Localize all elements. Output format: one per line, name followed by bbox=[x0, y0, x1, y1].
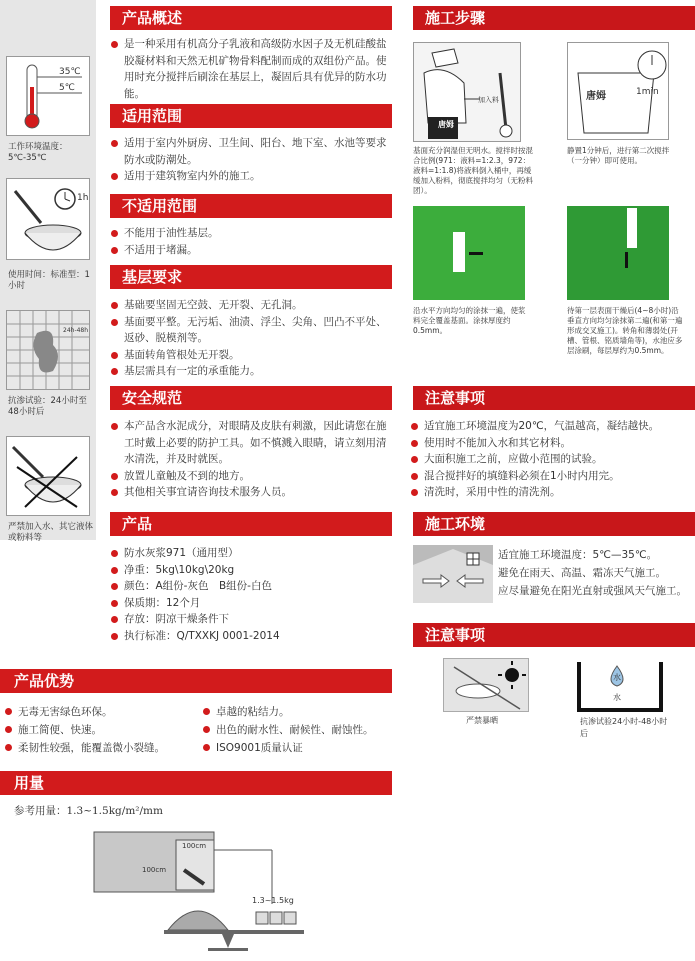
section-title-usage: 用量 bbox=[0, 771, 392, 795]
section-title-notes2: 注意事项 bbox=[410, 623, 695, 647]
tile-test-icon bbox=[6, 310, 90, 390]
no-sun-image bbox=[443, 658, 529, 712]
usage-square-h: 100cm bbox=[142, 866, 167, 874]
step1-mixing-image bbox=[413, 42, 521, 142]
base-list bbox=[110, 297, 395, 380]
forbid-caption: 严禁加入水、其它液体或粉料等 bbox=[8, 522, 94, 543]
list-item: 不适用于堵漏。 bbox=[110, 242, 395, 259]
scope-list bbox=[110, 135, 395, 185]
not-scope-list bbox=[110, 225, 395, 258]
list-item: 清洗时，采用中性的清洗剂。 bbox=[410, 484, 695, 501]
time-icon-label: 1h bbox=[77, 193, 89, 203]
list-item: 放置儿童触及不到的地方。 bbox=[110, 468, 395, 485]
step4-coating-image bbox=[567, 206, 669, 300]
section-title-environment: 施工环境 bbox=[410, 512, 695, 536]
product-list bbox=[110, 545, 395, 644]
section-title-not-scope: 不适用范围 bbox=[110, 194, 392, 218]
water-test-image bbox=[575, 658, 665, 714]
list-item: 存放：阴凉干燥条件下 bbox=[110, 611, 395, 628]
section-title-steps: 施工步骤 bbox=[410, 6, 695, 30]
water-test-caption: 抗渗试验24小时-48小时后 bbox=[580, 717, 668, 738]
list-item: 无毒无害绿色环保。 bbox=[4, 703, 194, 721]
usage-square-w: 100cm bbox=[182, 842, 207, 850]
test-icon-label: 24h-48h bbox=[63, 327, 89, 334]
usage-text: 参考用量：1.3~1.5kg/m²/mm bbox=[14, 805, 163, 817]
list-item: 混合搅拌好的填缝料必须在1小时内用完。 bbox=[410, 468, 695, 485]
list-item: 施工简便、快速。 bbox=[4, 721, 194, 739]
timer-bowl-icon bbox=[6, 178, 90, 260]
advantages-right bbox=[202, 703, 397, 757]
list-item: 基础要坚固无空鼓、无开裂、无孔洞。 bbox=[110, 297, 395, 314]
environment-image bbox=[413, 545, 493, 603]
section-title-advantages: 产品优势 bbox=[0, 669, 392, 693]
section-title-safety: 安全规范 bbox=[110, 386, 392, 410]
step2-timer: 1min bbox=[636, 87, 659, 97]
temp-high: 35℃ bbox=[59, 67, 81, 77]
step1-add-label: 加入料 bbox=[478, 96, 499, 104]
environment-line: 避免在雨天、高温、霜冻天气施工。 bbox=[498, 567, 666, 579]
list-item: 颜色：A组份-灰色 B组份-白色 bbox=[110, 578, 395, 595]
environment-line: 适宜施工环境温度：5℃—35℃。 bbox=[498, 549, 658, 561]
list-item: 其他相关事宜请咨询技术服务人员。 bbox=[110, 484, 395, 501]
list-item: 本产品含水泥成分，对眼睛及皮肤有刺激，因此请您在施工时戴上必要的防护工具。如不慎溅入眼睛，请立刻用清水清洗，并及时就医。 bbox=[110, 418, 395, 468]
list-item: 防水灰浆971（通用型） bbox=[110, 545, 395, 562]
list-item: 适宜施工环境温度为20℃，气温越高，凝结越快。 bbox=[410, 418, 695, 435]
no-water-icon bbox=[6, 436, 90, 516]
step2-bucket-image bbox=[567, 42, 669, 140]
usage-diagram bbox=[92, 830, 392, 960]
step2-caption: 静置1分钟后，进行第二次搅拌（一分钟）即可使用。 bbox=[567, 146, 670, 165]
usage-weight: 1.3~1.5kg bbox=[252, 896, 294, 905]
list-item: 执行标准：Q/TXXKJ 0001-2014 bbox=[110, 628, 395, 645]
test-caption: 抗渗试验：24小时至48小时后 bbox=[8, 396, 87, 417]
section-title-product: 产品 bbox=[110, 512, 392, 536]
overview-list bbox=[110, 36, 395, 102]
section-title-base: 基层要求 bbox=[110, 265, 392, 289]
step1-brand: 唐姆 bbox=[438, 120, 454, 129]
step4-caption: 待第一层表面干燥后(4~8小时)沿垂直方向均匀涂抹第二遍(和第一遍形成交叉施工)。转角和薄弱处(开槽、管根、铭质墙角等)，水池应多层涂刷，每层厚约为0.5mm。 bbox=[567, 306, 683, 355]
step1-caption: 基面充分润湿但无明水。搅拌时按混合比例(971：液料=1:2.3，972：液料=1:1.8)将液料倒入桶中，再缓缓加入粉料，彻底搅拌均匀（无粉料团）。 bbox=[413, 146, 533, 195]
list-item: 基层需具有一定的承重能力。 bbox=[110, 363, 395, 380]
water-drop-label: 水 bbox=[613, 673, 621, 682]
list-item: 净重：5kg\10kg\20kg bbox=[110, 562, 395, 579]
step3-caption: 沿水平方向均匀的涂抹一遍，使浆料完全覆盖基面。涂抹厚度约0.5mm。 bbox=[413, 306, 526, 335]
no-sun-caption: 严禁暴晒 bbox=[466, 716, 498, 725]
list-item: ISO9001质量认证 bbox=[202, 739, 397, 757]
step2-brand: 唐姆 bbox=[586, 91, 606, 102]
section-title-notes1: 注意事项 bbox=[410, 386, 695, 410]
safety-list bbox=[110, 418, 395, 501]
thermometer-icon bbox=[6, 56, 90, 136]
list-item: 柔韧性较强，能覆盖微小裂缝。 bbox=[4, 739, 194, 757]
environment-line: 应尽量避免在阳光直射或强风天气施工。 bbox=[498, 585, 687, 597]
list-item: 出色的耐水性、耐候性、耐蚀性。 bbox=[202, 721, 397, 739]
section-title-overview: 产品概述 bbox=[110, 6, 392, 30]
advantages-left bbox=[4, 703, 194, 757]
list-item: 大面积施工之前，应做小范围的试验。 bbox=[410, 451, 695, 468]
section-title-scope: 适用范围 bbox=[110, 104, 392, 128]
list-item: 卓越的粘结力。 bbox=[202, 703, 397, 721]
list-item: 保质期：12个月 bbox=[110, 595, 395, 612]
list-item: 适用于室内外厨房、卫生间、阳台、地下室、水池等要求防水或防潮处。 bbox=[110, 135, 395, 168]
list-item: 不能用于油性基层。 bbox=[110, 225, 395, 242]
water-level-label: 水 bbox=[613, 693, 621, 702]
list-item: 基面要平整。无污垢、油渍、浮尘、尖角、凹凸不平处、返砂、脱模剂等。 bbox=[110, 314, 395, 347]
notes1-list bbox=[410, 418, 695, 501]
temp-caption: 工作环境温度：5℃-35℃ bbox=[8, 142, 68, 163]
list-item: 是一种采用有机高分子乳液和高级防水因子及无机硅酸盐胶凝材料和天然无机矿物骨料配制而成的双组份产品。使用时充分搅拌后刷涂在基层上，凝固后具有优异的防水功能。 bbox=[110, 36, 395, 102]
list-item: 适用于建筑物室内外的施工。 bbox=[110, 168, 395, 185]
list-item: 基面转角管根处无开裂。 bbox=[110, 347, 395, 364]
environment-text bbox=[498, 546, 693, 600]
step3-coating-image bbox=[413, 206, 525, 300]
list-item: 使用时不能加入水和其它材料。 bbox=[410, 435, 695, 452]
temp-low: 5℃ bbox=[59, 83, 75, 93]
time-caption: 使用时间：标准型：1小时 bbox=[8, 270, 90, 291]
